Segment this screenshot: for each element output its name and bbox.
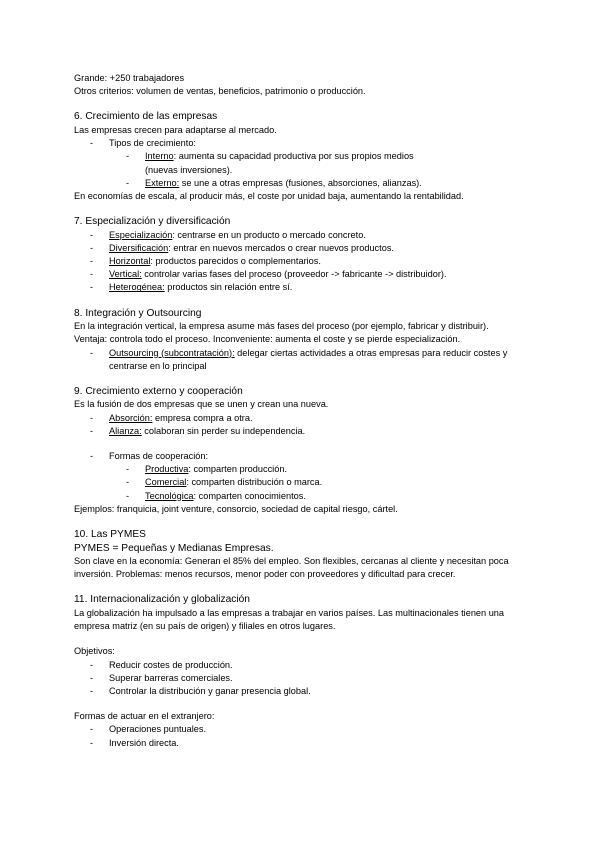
section-8-title: 8. Integración y Outsourcing: [74, 307, 202, 319]
term-horizontal: Horizontal: [109, 256, 151, 267]
forma-text: Inversión directa.: [109, 737, 179, 748]
bullet-dash: -: [90, 282, 94, 293]
term-description: : aumenta su capacidad productiva por sus propios medios (nuevas inversiones).: [145, 151, 414, 175]
term-comercial: Comercial: [145, 477, 187, 488]
term-description: : centrarse en un producto o mercado concreto.: [172, 229, 366, 240]
section-11-text: La globalización ha impulsado a las empresas a trabajar en varios países. Las multinacionales tienen una empresa matriz (en su país de origen) y filiales en otros lugares.: [74, 607, 505, 632]
term-description: delegar ciertas actividades a otras empresas para reducir costes y centrarse en lo principal: [109, 347, 508, 371]
bullet-dash: -: [90, 659, 94, 670]
list-item: [74, 229, 534, 242]
section-6-text: Las empresas crecen para adaptarse al mercado.: [74, 124, 277, 135]
term-vertical: Vertical:: [109, 269, 142, 280]
intro-otros: Otros criterios: volumen de ventas, beneficios, patrimonio o producción.: [74, 86, 366, 97]
term-description: : comparten conocimientos.: [193, 490, 306, 501]
term-description: : comparten producción.: [188, 464, 287, 475]
bullet-dash: -: [90, 347, 94, 358]
list-item: [74, 177, 534, 190]
section-6-title: 6. Crecimiento de las empresas: [74, 111, 218, 123]
bullet-dash: -: [126, 477, 130, 488]
list-item: [74, 137, 534, 150]
formas-extranjero-label: Formas de actuar en el extranjero:: [74, 711, 215, 722]
bullet-dash: -: [90, 412, 94, 423]
objetivos-label: Objetivos:: [74, 646, 115, 657]
list-item: [74, 268, 534, 281]
section-10-text: Son clave en la economía: Generan el 85% del empleo. Son flexibles, cercanas al cliente y necesitan poca inversión. Problemas: menos recursos, menor poder con proveedores y dificultad para crecer.: [74, 556, 509, 580]
term-description: colaboran sin perder su independencia.: [141, 425, 306, 436]
term-description: : entrar en nuevos mercados o crear nuevos productos.: [168, 242, 394, 253]
term-heterogenea: Heterogénea:: [109, 282, 165, 293]
bullet-dash: -: [90, 724, 94, 735]
formas-cooperacion-label: Formas de cooperación:: [109, 451, 209, 462]
intro-grande: Grande: +250 trabajadores: [74, 73, 185, 83]
objetivo-text: Reducir costes de producción.: [109, 659, 233, 670]
document-content: [74, 72, 534, 750]
bullet-dash: -: [90, 672, 94, 683]
list-item: [74, 347, 515, 373]
term-interno: Interno: [145, 151, 174, 162]
term-alianza: Alianza:: [109, 425, 142, 436]
section-10-subtitle: PYMES = Pequeñas y Medianas Empresas.: [74, 542, 274, 554]
list-item: [74, 412, 534, 425]
section-9-title: 9. Crecimiento externo y cooperación: [74, 385, 243, 397]
term-outsourcing: Outsourcing (subcontratación):: [109, 347, 235, 358]
list-item: [74, 281, 534, 294]
list-item: [74, 476, 534, 489]
term-description: controlar varias fases del proceso (proveedor -> fabricante -> distribuidor).: [141, 269, 447, 280]
list-item: [74, 450, 534, 463]
list-item: [74, 659, 534, 672]
list-item: [74, 737, 534, 750]
bullet-dash: -: [126, 490, 130, 501]
term-description: productos sin relación entre sí.: [164, 282, 293, 293]
term-description: empresa compra a otra.: [152, 412, 253, 423]
objetivo-text: Superar barreras comerciales.: [109, 672, 233, 683]
term-tecnologica: Tecnológica: [145, 490, 194, 501]
bullet-dash: -: [90, 269, 94, 280]
bullet-dash: -: [126, 151, 130, 162]
section-10-title: 10. Las PYMES: [74, 529, 146, 541]
term-description: : productos parecidos o complementarios.: [150, 256, 321, 267]
section-7-title: 7. Especialización y diversificación: [74, 216, 231, 228]
term-absorcion: Absorción:: [109, 412, 153, 423]
section-9-text: Es la fusión de dos empresas que se unen y crean una nueva.: [74, 399, 329, 410]
bullet-dash: -: [90, 737, 94, 748]
section-6-text: En economías de escala, al producir más, el coste por unidad baja, aumentando la rentabilidad.: [74, 190, 464, 201]
bullet-dash: -: [90, 138, 94, 149]
section-9-ejemplos: Ejemplos: franquicia, joint venture, consorcio, sociedad de capital riesgo, cártel.: [74, 503, 398, 514]
bullet-dash: -: [90, 242, 94, 253]
list-item: [74, 425, 534, 438]
list-item: [74, 685, 534, 698]
term-especializacion: Especialización: [109, 229, 173, 240]
objetivo-text: Controlar la distribución y ganar presencia global.: [109, 686, 311, 696]
bullet-dash: -: [126, 177, 130, 188]
list-item: [74, 150, 447, 176]
list-item: [74, 672, 534, 685]
bullet-dash: -: [90, 229, 94, 240]
section-8-text: Ventaja: controla todo el proceso. Inconveniente: aumenta el coste y se pierde especialización.: [74, 334, 461, 345]
list-item: [74, 723, 534, 736]
list-item: [74, 255, 534, 268]
term-description: se une a otras empresas (fusiones, absorciones, alianzas).: [179, 177, 422, 188]
forma-text: Operaciones puntuales.: [109, 724, 207, 735]
section-11-title: 11. Internacionalización y globalización: [74, 594, 250, 606]
list-item: [74, 242, 534, 255]
tipos-label: Tipos de crecimiento:: [109, 138, 196, 149]
list-item: [74, 490, 534, 503]
bullet-dash: -: [90, 256, 94, 267]
section-8-text: En la integración vertical, la empresa asume más fases del proceso (por ejemplo, fabricar y distribuir).: [74, 321, 489, 332]
term-diversificacion: Diversificación: [109, 242, 169, 253]
term-productiva: Productiva: [145, 464, 189, 475]
bullet-dash: -: [90, 686, 94, 696]
list-item: [74, 463, 534, 476]
bullet-dash: -: [90, 451, 94, 462]
bullet-dash: -: [126, 464, 130, 475]
term-externo: Externo:: [145, 177, 180, 188]
term-description: : comparten distribución o marca.: [186, 477, 323, 488]
bullet-dash: -: [90, 425, 94, 436]
